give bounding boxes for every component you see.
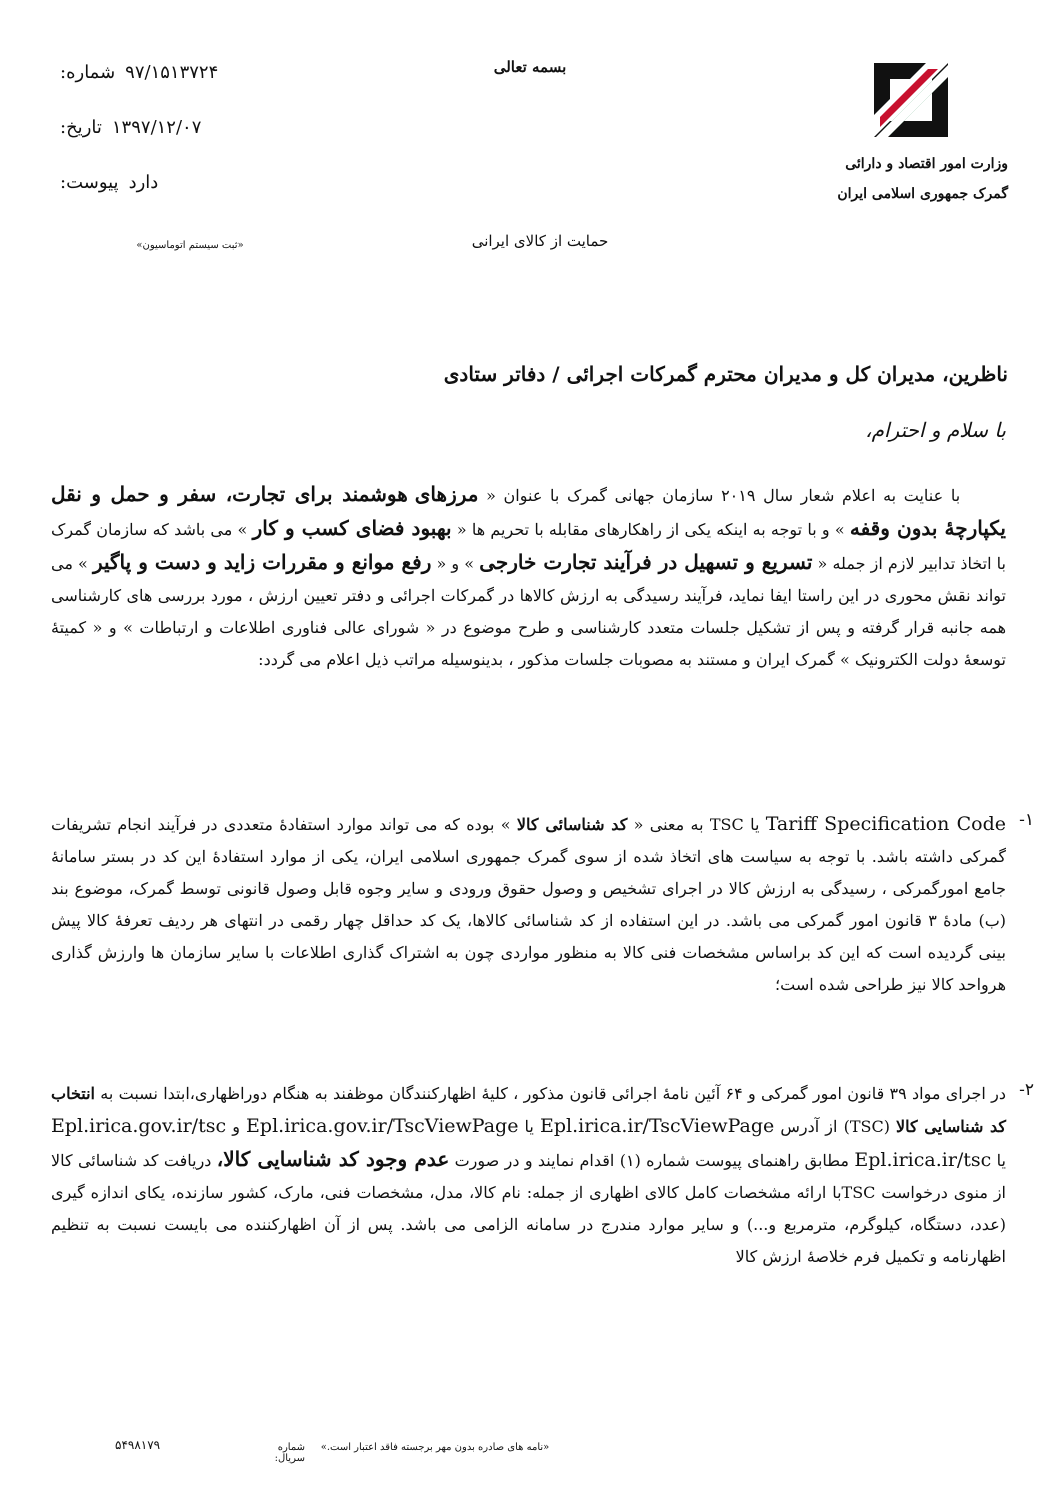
intro-text-5: » می تواند نقش محوری در این راستا ایفا نماید، فرآیند رسیدگی به ارزش کالاها در گمرکات اجرائی و دفتر تعیین ارزش ، مورد بررسی های کارشناسی همه جانبه قرار گرفته و پس از تشکیل جلسات متعدد کارشناسی و طرح موضوع در « شورای عالی فناوری اطلاعات و ارتباطات » و « کمیتۀ توسعۀ دولت الکترونیک » گمرک ایران و مستند به مصوبات جلسات مذکور ، بدینوسیله مراتب ذیل اعلام می گردد: xyxy=(51,554,1007,669)
item-1-english: Tariff Specification Code xyxy=(765,813,1006,835)
footer-serial-value: ۵۴۹۸۱۷۹ xyxy=(115,1438,161,1452)
item-1-text-2: » بوده که می تواند موارد استفادۀ متعددی در فرآیند انجام تشریفات گمرکی داشته باشد. با توجه به سیاست های اتخاذ شده از سوی گمرک جمهوری اسلامی ایران، یکی از موارد استفادۀ این کد در بستر سامانۀ جامع امورگمرکی ، رسیدگی به ارزش کالا در اجرای تشخیص و وصول حقوق ورودی و سایر وجوه قابل وصول قانونی توسط گمرک، موضوع بند (ب) مادۀ ۳ قانون امور گمرکی می باشد. در این استفاده از کد شناسائی کالاها، یک کد حداقل چهار رقمی در انتهای هر ردیف تعرفۀ کالا پیش بینی گردیده است که این کد براساس مشخصات فنی کالا به منظور مواردی چون به اشتراک گذاری اطلاعات با سایر سازمان ها وارزش گذاری هرواحد کالا نیز طراحی شده است؛ xyxy=(51,815,1006,994)
greeting: با سلام و احترام، xyxy=(865,418,1006,442)
item-2-url-2: Epl.irica.gov.ir/TscViewPage xyxy=(246,1115,519,1137)
org-ministry: وزارت امور اقتصاد و دارائی xyxy=(845,156,1008,172)
intro-bold-3: تسریع و تسهیل در فرآیند تجارت خارجی xyxy=(479,550,813,574)
item-2-url-1: Epl.irica.ir/TscViewPage xyxy=(539,1115,775,1137)
item-2-bold-2: عدم وجود کد شناسایی کالا، xyxy=(216,1147,450,1171)
letter-date-label: تاریخ: xyxy=(60,117,102,138)
footer-serial-label: شماره سریال: xyxy=(274,1442,305,1464)
bismillah: بسمه تعالی xyxy=(493,58,567,76)
item-2-text-3: یا xyxy=(518,1117,540,1136)
item-1-paragraph xyxy=(51,808,1006,1001)
intro-text-2: » و با توجه به اینکه یکی از راهکارهای مقابله با تحریم ها « xyxy=(451,520,850,539)
intro-bold-1: مرزهای هوشمند برای تجارت، سفر و حمل و نقل یکپارچۀ بدون وقفه xyxy=(51,482,1006,540)
letter-attachment-value: دارد xyxy=(128,172,159,193)
item-2-text-1: در اجرای مواد ۳۹ قانون امور گمرکی و ۶۴ آئین نامۀ اجرائی قانون مذکور ، کلیۀ اظهارکنندگان موظفند به هنگام دوراظهاری،ابتدا نسبت به xyxy=(95,1084,1007,1103)
item-2-text-2: (TSC) از آدرس xyxy=(774,1117,897,1136)
item-1-number: -۱ xyxy=(1019,810,1034,830)
letter-number xyxy=(60,62,270,83)
letter-date-value: ۱۳۹۷/۱۲/۰۷ xyxy=(111,117,202,138)
org-customs: گمرک جمهوری اسلامی ایران xyxy=(837,186,1008,202)
footer-note: «نامه های صادره بدون مهر برجسته فاقد اعتبار است.» xyxy=(320,1442,550,1453)
item-2-text-7: دریافت کد شناسائی کالا از منوی درخواست TSCبا ارائه مشخصات کامل کالای اظهاری از جمله: نام کالا، مدل، مشخصات فنی، مارک، کشور سازنده، یکای اندازه گیری (عدد، دستگاه، کیلوگرم، مترمربع و...) و سایر موارد مندرج در سامانه الزامی می باشد. پس از آن اظهارکننده می بایست نسبت به تنظیم اظهارنامه و تکمیل فرم خلاصۀ ارزش کالا xyxy=(51,1151,1006,1266)
intro-text-1: با عنایت به اعلام شعار سال ۲۰۱۹ سازمان جهانی گمرک با عنوان « xyxy=(478,486,961,505)
letter-date xyxy=(60,117,270,138)
intro-text-3: » می باشد که سازمان گمرک با اتخاذ تدابیر لازم از جمله « xyxy=(51,520,1006,573)
intro-text-4: » و « xyxy=(431,554,480,573)
item-2-text-5: یا xyxy=(991,1151,1007,1170)
letter-attachment xyxy=(60,172,270,193)
item-2-url-4: Epl.irica.ir/tsc xyxy=(854,1149,992,1171)
item-2-bold-1: انتخاب کد شناسایی کالا xyxy=(51,1084,1007,1136)
letter-number-label: شماره: xyxy=(60,62,116,83)
recipient: ناظرین، مدیران کل و مدیران محترم گمرکات اجرائی / دفاتر ستادی xyxy=(443,362,1008,386)
item-2-number: -۲ xyxy=(1019,1080,1034,1100)
intro-bold-2: بهبود فضای کسب و کار xyxy=(252,516,452,540)
item-2-text-6: مطابق راهنمای پیوست شماره (۱) اقدام نمایند و در صورت xyxy=(449,1151,855,1170)
letter-number-value: ۹۷/۱۵۱۳۷۲۴ xyxy=(125,62,219,83)
letter-attachment-label: پیوست: xyxy=(60,172,119,193)
customs-logo xyxy=(866,55,956,145)
item-2-text-4: و xyxy=(226,1117,247,1136)
intro-bold-4: رفع موانع و مقررات زاید و دست و پاگیر xyxy=(92,550,432,574)
item-1-bold-1: کد شناسائی کالا xyxy=(516,815,628,834)
item-2-url-3: Epl.irica.gov.ir/tsc xyxy=(51,1115,227,1137)
item-1-text-1: یا TSC به معنی « xyxy=(627,815,766,834)
automation-note: «ثبت سیستم اتوماسیون» xyxy=(136,240,244,251)
item-2-paragraph xyxy=(51,1078,1006,1273)
slogan: حمایت از کالای ایرانی xyxy=(471,232,609,250)
intro-paragraph xyxy=(51,478,1006,676)
